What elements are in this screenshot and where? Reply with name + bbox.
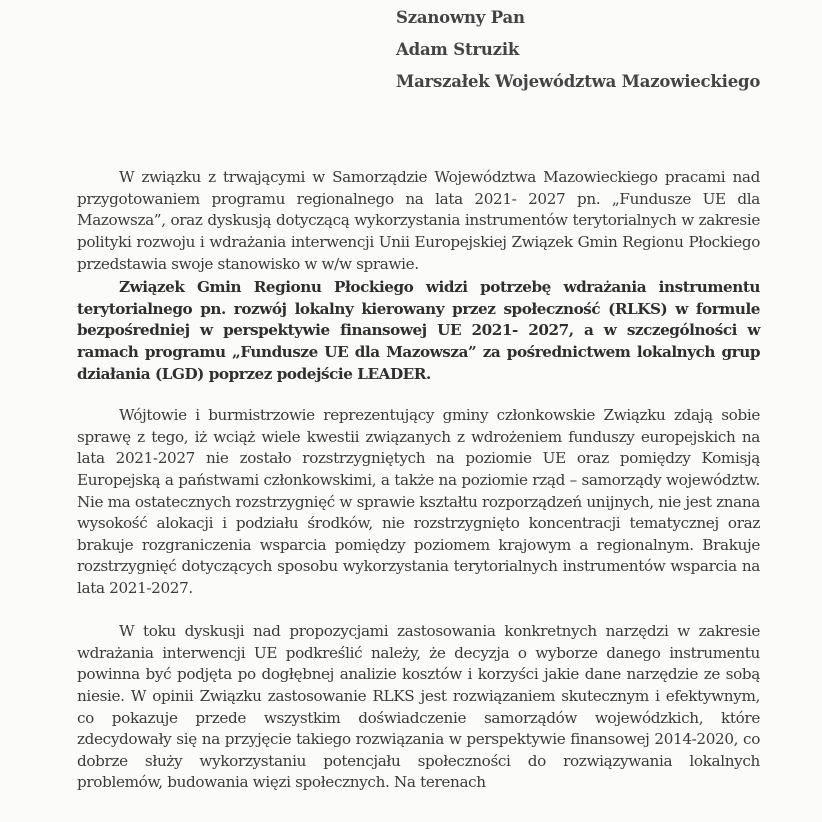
addressee-block	[396, 2, 760, 98]
salutation: Szanowny Pan	[396, 8, 525, 27]
paragraph-unresolved-issues: Wójtowie i burmistrzowie reprezentujący gminy członkowskie Związku zdają sobie sprawę z tego, iż wciąż wiele kwestii związanych z wdrożeniem funduszy europejskich na lata 2021-2027 nie zostało rozstrzygniętych na poziomie UE oraz pomiędzy Komisją Europejską a państwami członkowskimi, a także na poziomie rząd – samorządy województw. Nie ma ostatecznych rozstrzygnięć w sprawie kształtu rozporządzeń unijnych, nie jest znana wysokość alokacji i podziału środków, nie rozstrzygnięto koncentracji tematycznej oraz brakuje rozgraniczenia wsparcia pomiędzy poziomem krajowym a regionalnym. Brakuje rozstrzygnięć dotyczących sposobu wykorzystania terytorialnych instrumentów wsparcia na lata 2021-2027.	[77, 406, 760, 597]
paragraph-position-statement: Związek Gmin Regionu Płockiego widzi potrzebę wdrażania instrumentu terytorialnego pn. rozwój lokalny kierowany przez społeczność (RLKS) w formule bezpośredniej w perspektywie finansowej UE 2021- 2027, a w szczególności w ramach programu „Fundusze UE dla Mazowsza” za pośrednictwem lokalnych grup działania (LGD) poprzez podejście LEADER.	[77, 278, 760, 383]
paragraph-rlks-discussion: W toku dyskusji nad propozycjami zastosowania konkretnych narzędzi w zakresie wdrażania interwencji UE podkreślić należy, że decyzja o wyborze danego instrumentu powinna być podjęta po dogłębnej analizie kosztów i korzyści jakie dane narzędzie ze sobą niesie. W opinii Związku zastosowanie RLKS jest rozwiązaniem skutecznym i efektywnym, co pokazuje przede wszystkim doświadczenie samorządów wojewódzkich, które zdecydowały się na przyjęcie takiego rozwiązania w perspektywie finansowej 2014-2020, co dobrze służy wykorzystaniu potencjału społeczności do rozwiązywania lokalnych problemów, budowania więzi społecznych. Na terenach	[77, 622, 760, 792]
paragraph-intro: W związku z trwającymi w Samorządzie Województwa Mazowieckiego pracami nad przygotowaniem programu regionalnego na lata 2021- 2027 pn. „Fundusze UE dla Mazowsza”, oraz dyskusją dotyczącą wykorzystania instrumentów terytorialnych w zakresie polityki rozwoju i wdrażania interwencji Unii Europejskiej Związek Gmin Regionu Płockiego przedstawia swoje stanowisko w w/w sprawie.	[77, 168, 760, 273]
addressee-name: Adam Struzik	[396, 40, 520, 59]
addressee-title: Marszałek Województwa Mazowieckiego	[396, 72, 761, 91]
